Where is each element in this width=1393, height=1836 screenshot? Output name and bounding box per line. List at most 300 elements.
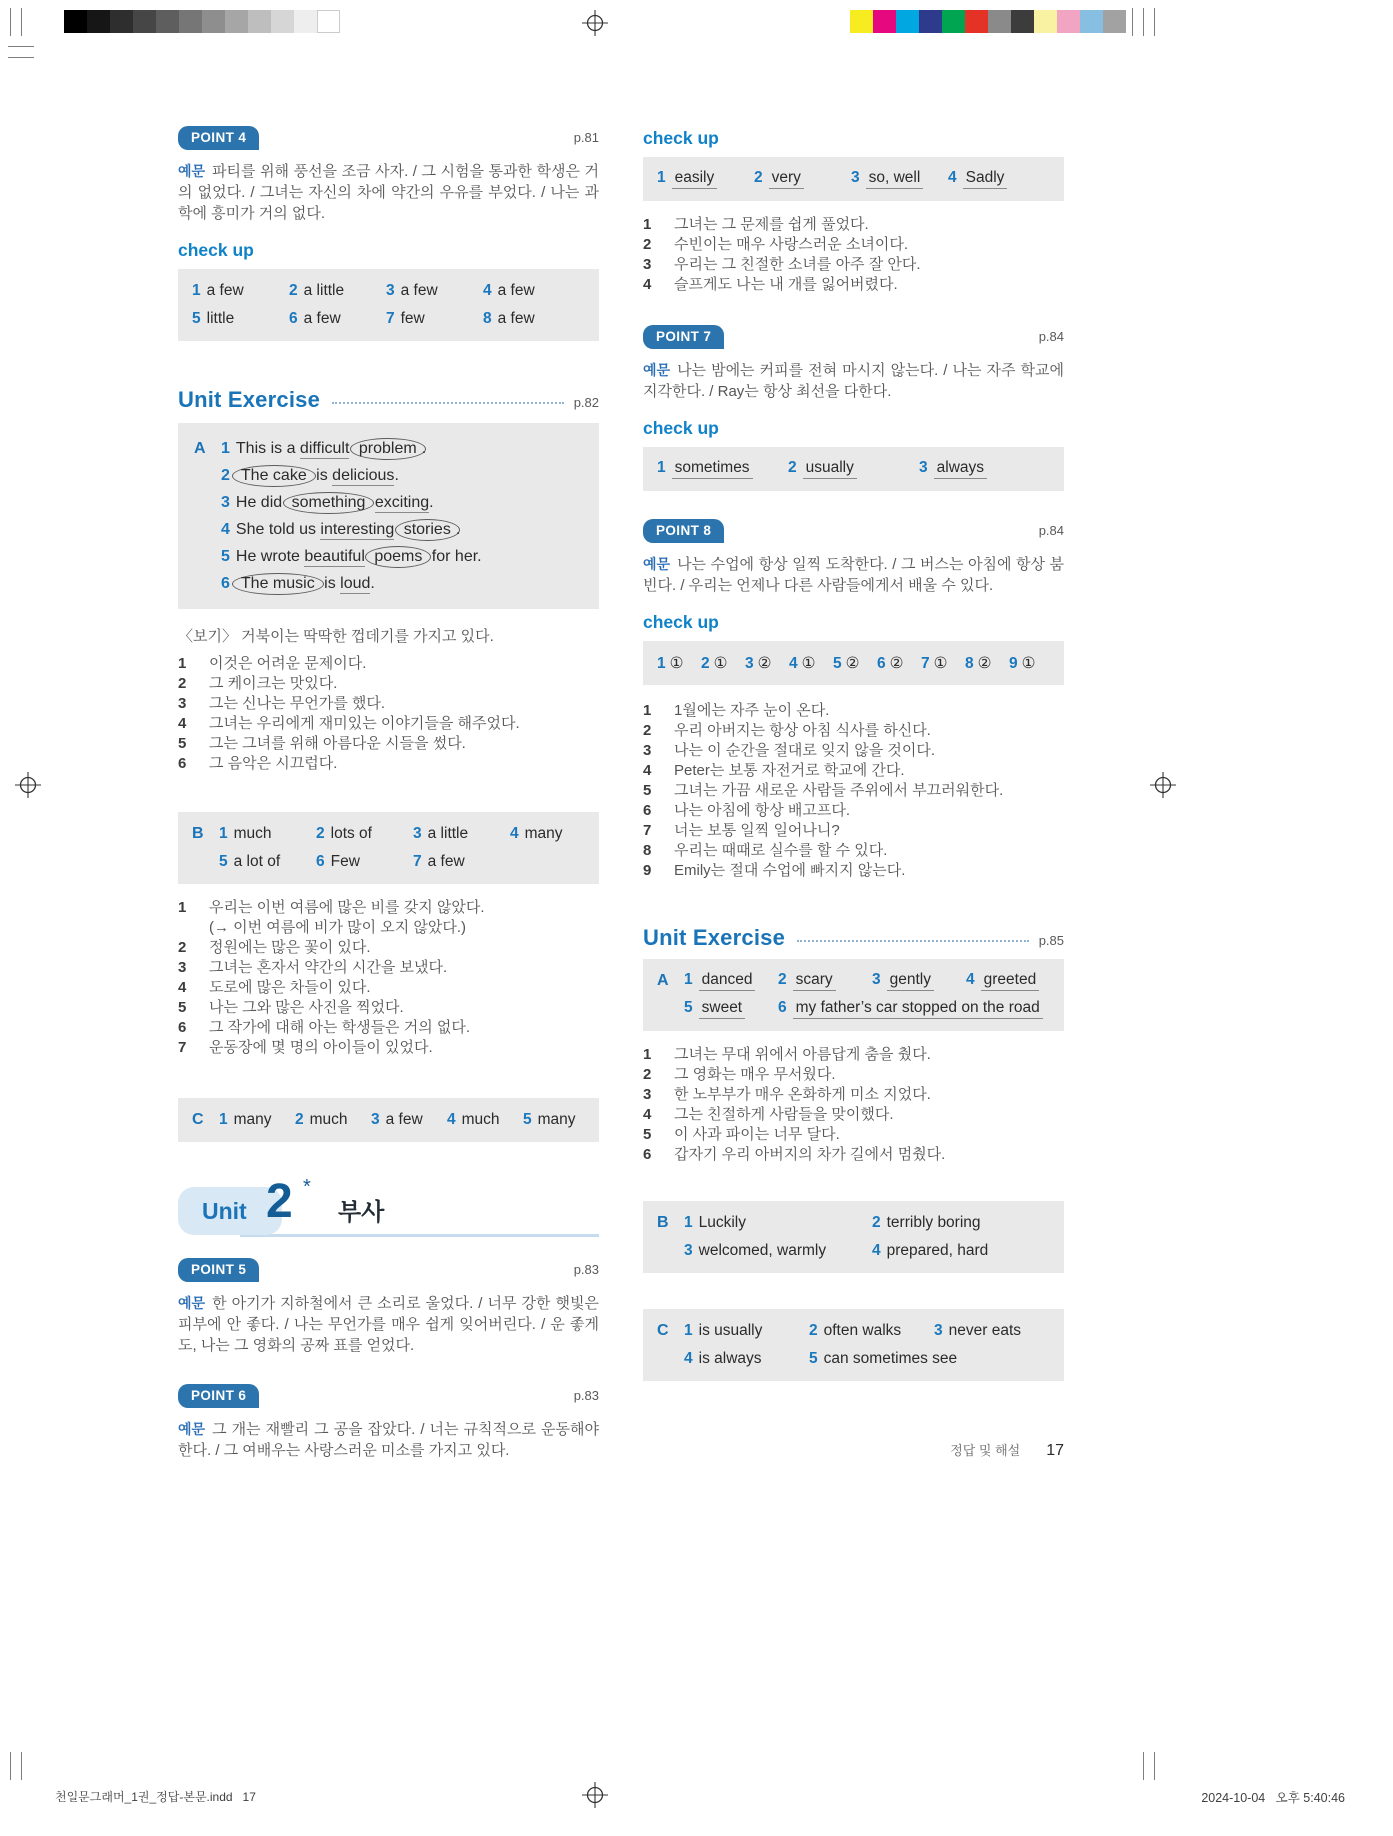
- trim-mark: [1143, 8, 1144, 36]
- answer-row: [684, 1317, 1050, 1345]
- list-item-line: 그녀는 혼자서 약간의 시간을 보냈다.: [209, 959, 448, 976]
- answer-text: many: [524, 825, 563, 842]
- answer-text: usually: [803, 459, 857, 479]
- unit2-underline: [240, 1234, 599, 1237]
- list-item-line: 그는 친절하게 사람들을 맞이했다.: [674, 1106, 894, 1123]
- registration-mark-top: [582, 10, 608, 36]
- answer-text: ①: [713, 654, 728, 672]
- unit2-number: 2: [266, 1175, 293, 1228]
- list-item: [643, 701, 1064, 721]
- answer-text: ②: [757, 654, 772, 672]
- answer-cell: [788, 459, 919, 479]
- list-item-line: 그 영화는 매우 무서웠다.: [674, 1066, 836, 1083]
- answer-number: 1: [657, 654, 666, 672]
- underlined-word: beautiful: [304, 548, 365, 565]
- answer-cell: [809, 1350, 958, 1368]
- answer-cell: [948, 169, 1045, 189]
- answer-number: 1: [684, 1214, 693, 1231]
- answer-cell: [289, 282, 386, 300]
- list-item: [643, 275, 1064, 295]
- list-item-number: 2: [643, 722, 652, 739]
- sentence-line: [221, 516, 583, 543]
- answer-row: [657, 165, 1050, 193]
- answer-text: ①: [669, 654, 684, 672]
- list-item-line: Peter는 보통 자전거로 학교에 간다.: [674, 762, 905, 779]
- list-item-line: 갑자기 우리 아버지의 차가 길에서 멈췄다.: [674, 1146, 946, 1163]
- answer-text: welcomed, warmly: [698, 1242, 827, 1259]
- answer-text: very: [769, 169, 804, 189]
- trim-mark: [1143, 1752, 1144, 1780]
- answer-number: 4: [789, 654, 798, 672]
- sentence-line: [221, 435, 583, 462]
- list-item-text: [674, 1065, 836, 1085]
- answer-cell: [192, 310, 289, 328]
- answer-number: 5: [219, 853, 228, 870]
- answer-cell: [192, 282, 289, 300]
- list-item-text: [209, 754, 337, 774]
- answer-text: many: [233, 1111, 272, 1128]
- list-item-number: 6: [178, 755, 187, 772]
- calibration-swatch: [919, 10, 942, 33]
- plain-text: .: [429, 494, 434, 511]
- calibration-swatch: [110, 10, 133, 33]
- list-item-text: [674, 215, 869, 235]
- answer-number: 4: [510, 825, 519, 842]
- answer-number: 1: [219, 1111, 228, 1128]
- point7-badge: POINT 7: [643, 325, 724, 349]
- unit-exercise-page-ref: p.85: [1038, 932, 1064, 948]
- list-item: [643, 1145, 1064, 1165]
- calibration-swatch: [942, 10, 965, 33]
- list-item-text: [674, 1105, 894, 1125]
- list-item-text: [209, 1038, 433, 1058]
- calibration-swatch: [1011, 10, 1034, 33]
- list-item: [178, 754, 599, 774]
- answer-row: [192, 305, 585, 333]
- list-item: [178, 978, 599, 998]
- answer-number: 4: [948, 169, 957, 186]
- unit-exercise-heading: [178, 387, 599, 413]
- unit-exercise-heading: [643, 925, 1064, 951]
- trim-mark: [8, 46, 34, 47]
- checkup-answer-box: [643, 641, 1064, 685]
- list-item-number: 9: [643, 862, 652, 879]
- answer-number: 1: [192, 282, 201, 299]
- point5-header: [178, 1258, 599, 1282]
- example-label: 예문: [178, 1421, 206, 1437]
- underlined-word: exciting: [374, 494, 430, 511]
- plain-text: .: [394, 467, 399, 484]
- calibration-swatch: [1034, 10, 1057, 33]
- answer-cell: [745, 654, 789, 673]
- list-item-text: [209, 714, 520, 734]
- answer-text: a lot of: [233, 853, 281, 870]
- list-item-number: 5: [178, 999, 187, 1016]
- page-number: 17: [1046, 1442, 1064, 1459]
- answer-text: never eats: [948, 1322, 1022, 1339]
- plain-text: .: [455, 521, 461, 538]
- answer-cell: [657, 459, 788, 479]
- list-item-line: (→ 이번 여름에 비가 많이 오지 않았다.): [209, 919, 467, 936]
- answer-cell: [289, 310, 386, 328]
- answer-cell: [921, 654, 965, 673]
- example-body: 한 아기가 지하철에서 큰 소리로 울었다. / 너무 강한 햇빛은 피부에 안 좋다. / 나는 무언가를 매우 쉽게 잊어버린다. / 운 좋게도, 나는 그 영화의 공짜 표를 얻었다.: [178, 1295, 599, 1354]
- list-item-number: 3: [178, 695, 187, 712]
- answer-text: Few: [330, 853, 360, 870]
- registration-mark-bottom: [582, 1782, 608, 1808]
- answer-cell: [219, 825, 316, 843]
- list-item: [643, 801, 1064, 821]
- calibration-swatch: [179, 10, 202, 33]
- list-item-number: 1: [178, 655, 187, 672]
- trim-mark: [10, 8, 11, 36]
- list-item-number: 5: [643, 1126, 652, 1143]
- sentence-number: 2: [221, 467, 230, 484]
- list-item: [643, 741, 1064, 761]
- list-item: [178, 1018, 599, 1038]
- list-item: [643, 1045, 1064, 1065]
- plain-text: He wrote: [235, 548, 305, 565]
- list-item-number: 2: [643, 236, 652, 253]
- list-item-line: 그녀는 그 문제를 쉽게 풀었다.: [674, 216, 869, 233]
- sentence-number: 6: [221, 575, 230, 592]
- answer-number: 8: [483, 310, 492, 327]
- list-item-line: 이것은 어려운 문제이다.: [209, 655, 367, 672]
- answer-text: Luckily: [698, 1214, 747, 1231]
- sentence-number: 4: [221, 521, 230, 538]
- list-item-number: 4: [643, 762, 652, 779]
- answer-row: [219, 820, 585, 848]
- answer-cell: [851, 169, 948, 189]
- list-item-text: [209, 958, 447, 978]
- answer-number: 7: [413, 853, 422, 870]
- answer-number: 3: [745, 654, 754, 672]
- plain-text: This is a: [235, 440, 300, 457]
- answers-label: 정답 및 해설: [950, 1443, 1021, 1458]
- answer-cell: [413, 853, 510, 871]
- answer-text: danced: [699, 971, 756, 991]
- answer-rows: [684, 1209, 1050, 1265]
- answer-cell: [919, 459, 1050, 479]
- list-item-text: [674, 1125, 840, 1145]
- answer-text: scary: [793, 971, 836, 991]
- list-item-line: 그 음악은 시끄럽다.: [209, 755, 338, 772]
- list-item-line: 그 작가에 대해 아는 학생들은 거의 없다.: [209, 1019, 471, 1036]
- calibration-swatch: [225, 10, 248, 33]
- translation-list: [643, 1045, 1064, 1165]
- list-item-text: [209, 938, 371, 958]
- list-item-number: 1: [643, 702, 652, 719]
- list-item-number: 3: [643, 256, 652, 273]
- calibration-swatch: [1080, 10, 1103, 33]
- answer-text: much: [233, 825, 272, 842]
- calibration-swatch: [988, 10, 1011, 33]
- answer-cell: [1009, 654, 1053, 673]
- point5-page-ref: p.83: [573, 1262, 599, 1277]
- answer-text: a few: [385, 1111, 423, 1128]
- exercise-a-label: A: [194, 440, 206, 457]
- answer-text: greeted: [981, 971, 1040, 991]
- sentence-line: [221, 489, 583, 516]
- plain-text: for her.: [427, 548, 482, 565]
- answer-rows: [219, 820, 585, 876]
- underlined-word: difficult: [299, 440, 350, 457]
- list-item-number: 2: [178, 675, 187, 692]
- list-item-text: [209, 1018, 470, 1038]
- list-item: [643, 1125, 1064, 1145]
- list-item-number: 1: [643, 216, 652, 233]
- answer-cell: [877, 654, 921, 673]
- list-item: [643, 721, 1064, 741]
- answer-number: 5: [192, 310, 201, 327]
- answer-text: ②: [845, 654, 860, 672]
- calibration-swatch: [133, 10, 156, 33]
- answer-cell: [510, 825, 607, 843]
- answer-row: [684, 995, 1050, 1023]
- list-item-text: [209, 694, 385, 714]
- list-item-line: 나는 이 순간을 절대로 잊지 않을 것이다.: [674, 742, 936, 759]
- list-item-number: 3: [178, 959, 187, 976]
- list-item-text: [674, 701, 829, 721]
- answer-number: 6: [289, 310, 298, 327]
- trim-mark: [21, 1752, 22, 1780]
- answer-number: 4: [684, 1350, 693, 1367]
- answer-number: 5: [809, 1350, 818, 1367]
- answer-number: 3: [851, 169, 860, 186]
- answer-number: 4: [447, 1111, 456, 1128]
- answer-number: 2: [778, 971, 787, 988]
- answer-cell: [684, 971, 778, 991]
- answer-cell: [965, 654, 1009, 673]
- list-item: [643, 1065, 1064, 1085]
- calibration-swatch: [896, 10, 919, 33]
- answer-number: 1: [684, 1322, 693, 1339]
- unit-exercise-title: Unit Exercise: [178, 387, 321, 412]
- example-body: 그 개는 재빨리 그 공을 잡았다. / 너는 규칙적으로 운동해야 한다. / 그 여배우는 사랑스러운 미소를 가지고 있다.: [178, 1421, 599, 1459]
- answer-text: ②: [889, 654, 904, 672]
- answer-number: 6: [877, 654, 886, 672]
- underlined-word: delicious: [332, 467, 395, 484]
- answer-number: 1: [684, 971, 693, 988]
- list-item-text: [674, 741, 935, 761]
- example-label: 예문: [178, 163, 206, 179]
- list-item: [178, 694, 599, 714]
- answer-number: 7: [921, 654, 930, 672]
- answer-number: 8: [965, 654, 974, 672]
- answer-text: a few: [497, 310, 535, 327]
- list-item-text: [674, 1085, 931, 1105]
- answer-number: 3: [934, 1322, 943, 1339]
- list-item: [643, 235, 1064, 255]
- exercise-b-box: [178, 812, 599, 884]
- answer-row: [657, 455, 1050, 483]
- answer-row: [192, 277, 585, 305]
- checkup-heading: check up: [643, 128, 719, 148]
- list-item-number: 5: [643, 782, 652, 799]
- answer-rows: [657, 455, 1050, 483]
- answer-cell: [219, 1111, 295, 1129]
- list-item-line: 1월에는 자주 눈이 온다.: [674, 702, 830, 719]
- list-item-number: 4: [178, 715, 187, 732]
- answer-text: lots of: [330, 825, 372, 842]
- point4-page-ref: p.81: [573, 130, 599, 145]
- list-item-line: 정원에는 많은 꽃이 있다.: [209, 939, 371, 956]
- calibration-swatch: [1103, 10, 1126, 33]
- answer-text: terribly boring: [886, 1214, 981, 1231]
- answer-text: much: [309, 1111, 348, 1128]
- trim-mark: [1154, 1752, 1155, 1780]
- exercise-a-sentences: [221, 435, 583, 597]
- answer-row: [684, 1345, 1050, 1373]
- list-item-line: 우리 아버지는 항상 아침 식사를 하신다.: [674, 722, 931, 739]
- answer-cell: [934, 1322, 1059, 1340]
- list-item-line: 나는 아침에 항상 배고프다.: [674, 802, 851, 819]
- list-item-number: 2: [643, 1066, 652, 1083]
- list-item-text: [674, 801, 850, 821]
- point4-header: [178, 126, 599, 150]
- answer-cell: [778, 971, 872, 991]
- answer-row: [684, 1237, 1050, 1265]
- list-item-line: 운동장에 몇 명의 아이들이 있었다.: [209, 1039, 433, 1056]
- answer-text: much: [461, 1111, 500, 1128]
- color-calibration-bar: [850, 10, 1126, 33]
- plain-text: She told us: [235, 521, 321, 538]
- answer-cell: [684, 1242, 872, 1260]
- list-item: [643, 1085, 1064, 1105]
- answer-text: always: [934, 459, 987, 479]
- list-item-line: 그 케이크는 맛있다.: [209, 675, 338, 692]
- calibration-swatch: [294, 10, 317, 33]
- list-item-line: 우리는 때때로 실수를 할 수 있다.: [674, 842, 888, 859]
- answer-text: my father’s car stopped on the road: [793, 999, 1043, 1019]
- list-item-line: 이 사과 파이는 너무 달다.: [674, 1126, 840, 1143]
- answer-text: a few: [400, 282, 438, 299]
- example-body: 파티를 위해 풍선을 조금 사자. / 그 시험을 통과한 학생은 거의 없었다. / 그녀는 자신의 차에 약간의 우유를 부었다. / 나는 과학에 흥미가 거의 없다.: [178, 163, 599, 222]
- sentence-number: 3: [221, 494, 230, 511]
- answer-cell: [872, 1242, 1060, 1260]
- underlined-word: loud: [340, 575, 371, 592]
- list-item-text: [209, 998, 404, 1018]
- list-item-number: 8: [643, 842, 652, 859]
- list-item-text: [674, 1145, 945, 1165]
- exercise-a-box: [643, 959, 1064, 1031]
- list-item-text: [209, 674, 337, 694]
- exercise-c-box: [178, 1098, 599, 1142]
- list-item: [643, 861, 1064, 881]
- answer-text: little: [206, 310, 235, 327]
- point6-badge: POINT 6: [178, 1384, 259, 1408]
- unit-exercise-page-ref: p.82: [573, 394, 599, 410]
- trim-mark: [1154, 8, 1155, 36]
- answer-cell: [754, 169, 851, 189]
- answer-text: a few: [497, 282, 535, 299]
- answer-cell: [386, 310, 483, 328]
- exercise-a-box: [178, 423, 599, 609]
- answer-cell: [809, 1322, 934, 1340]
- list-item-line: 너는 보통 일찍 일어나니?: [674, 822, 840, 839]
- dotted-leader: [797, 940, 1029, 942]
- list-item-line: 그는 그녀를 위해 아름다운 시들을 썼다.: [209, 735, 466, 752]
- point7-header: [643, 325, 1064, 349]
- answer-cell: [684, 999, 778, 1019]
- left-column: [178, 120, 599, 1461]
- answer-cell: [386, 282, 483, 300]
- answer-number: 3: [919, 459, 928, 476]
- answer-row: [219, 1106, 585, 1134]
- checkup-answer-box: [643, 447, 1064, 491]
- unit2-tab: Unit: [178, 1187, 282, 1235]
- page-footer: [643, 1440, 1064, 1460]
- answer-cell: [966, 971, 1060, 991]
- answer-number: 4: [483, 282, 492, 299]
- answer-rows: [657, 165, 1050, 193]
- exercise-a-label: A: [657, 972, 669, 989]
- plain-text: He did: [235, 494, 287, 511]
- list-item-text: [674, 821, 840, 841]
- answer-cell: [872, 1214, 1060, 1232]
- point8-example-text: [643, 554, 1064, 596]
- list-item-number: 2: [178, 939, 187, 956]
- example-body: 나는 수업에 항상 일찍 도착한다. / 그 버스는 아침에 항상 붐빈다. / 우리는 언제나 다른 사람들에게서 배울 수 있다.: [643, 556, 1064, 594]
- checkup-answer-box: [178, 269, 599, 341]
- plain-text: is: [319, 575, 341, 592]
- answer-cell: [316, 825, 413, 843]
- exercise-b-box: [643, 1201, 1064, 1273]
- answer-cell: [371, 1111, 447, 1129]
- trim-mark: [8, 57, 34, 58]
- point8-badge: POINT 8: [643, 519, 724, 543]
- circled-word: problem: [350, 438, 426, 460]
- translation-list-a: [178, 654, 599, 774]
- circled-word: something: [283, 492, 375, 514]
- answer-number: 5: [523, 1111, 532, 1128]
- list-item-text: [674, 861, 905, 881]
- calibration-swatch: [1057, 10, 1080, 33]
- list-item-text: [674, 255, 921, 275]
- dotted-leader: [332, 402, 564, 404]
- checkup-heading: check up: [643, 418, 719, 438]
- answer-cell: [483, 282, 580, 300]
- checkup-answer-box: [643, 157, 1064, 201]
- list-item: [178, 714, 599, 734]
- list-item: [178, 898, 599, 938]
- list-item-line: 도로에 많은 차들이 있다.: [209, 979, 371, 996]
- point4-example-text: [178, 161, 599, 224]
- checkup-heading: check up: [643, 612, 719, 632]
- exercise-c-label: C: [192, 1111, 204, 1128]
- answer-number: 4: [966, 971, 975, 988]
- list-item-line: 그녀는 가끔 새로운 사람들 주위에서 부끄러워한다.: [674, 782, 1004, 799]
- list-item-number: 6: [643, 802, 652, 819]
- answer-number: 2: [754, 169, 763, 186]
- answer-number: 3: [413, 825, 422, 842]
- answer-text: a little: [427, 825, 469, 842]
- point6-example-text: [178, 1419, 599, 1461]
- list-item: [178, 1038, 599, 1058]
- answer-text: a few: [206, 282, 244, 299]
- answer-rows: [684, 967, 1050, 1023]
- list-item-text: [674, 1045, 931, 1065]
- calibration-swatch: [64, 10, 87, 33]
- answer-number: 1: [657, 459, 666, 476]
- circled-word: stories: [395, 519, 460, 541]
- answer-cell: [657, 654, 701, 673]
- answer-number: 4: [872, 1242, 881, 1259]
- list-item-number: 1: [643, 1046, 652, 1063]
- translation-list: [643, 701, 1064, 881]
- print-datetime: 2024-10-04 오후 5:40:46: [1201, 1791, 1345, 1805]
- list-item: [643, 1105, 1064, 1125]
